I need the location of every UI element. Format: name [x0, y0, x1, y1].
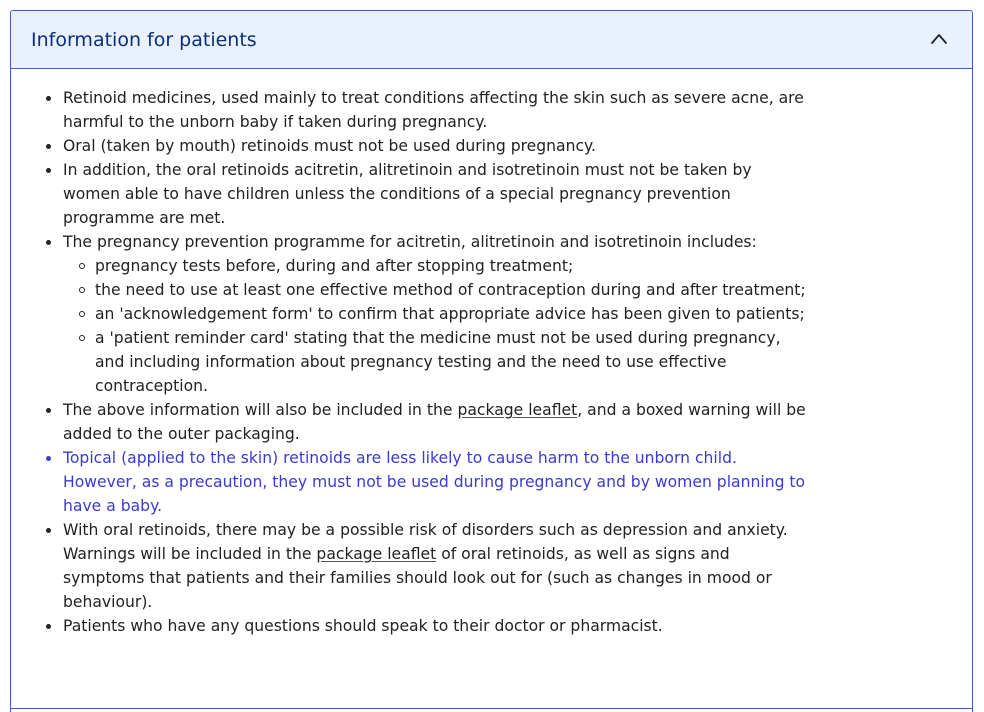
- list-item-highlighted: [46, 446, 811, 518]
- sublist-item-text: the need to use at least one effective method of contraception during and after treatment;: [95, 281, 806, 299]
- list-item: [46, 230, 811, 398]
- package-leaflet-link[interactable]: package leaflet: [457, 401, 578, 419]
- list-item-text-after: of oral retinoids, as well as signs and symptoms that patients and their families should look out for (such as changes in mood or behaviour).: [63, 545, 772, 611]
- list-item-text-after: , and a boxed warning will be added to the outer packaging.: [63, 401, 806, 443]
- sublist-item: [63, 254, 811, 278]
- patient-info-list: [46, 86, 811, 638]
- list-item-text: The pregnancy prevention programme for acitretin, alitretinoin and isotretinoin includes:: [63, 233, 757, 251]
- list-item-text: Topical (applied to the skin) retinoids are less likely to cause harm to the unborn child. However, as a precaution, they must not be used during pregnancy and by women planning to have a baby.: [63, 449, 806, 515]
- list-item: [46, 86, 811, 134]
- list-item-text: Retinoid medicines, used mainly to treat conditions affecting the skin such as severe acne, are harmful to the unborn baby if taken during pregnancy.: [63, 89, 804, 131]
- package-leaflet-link[interactable]: package leaflet: [316, 545, 437, 563]
- sublist-item-text: a 'patient reminder card' stating that the medicine must not be used during pregnancy, and including information about pregnancy testing and the need to use effective contraception.: [95, 329, 781, 395]
- sublist-item-text: pregnancy tests before, during and after stopping treatment;: [95, 257, 574, 275]
- list-item-text-before: With oral retinoids, there may be a possible risk of disorders such as depression and anxiety. Warnings will be included in the: [63, 521, 788, 563]
- accordion-header[interactable]: [11, 11, 972, 69]
- list-item-text: In addition, the oral retinoids acitretin, alitretinoin and isotretinoin must not be taken by women able to have children unless the conditions of a special pregnancy prevention programme are met.: [63, 161, 752, 227]
- list-item-text: Oral (taken by mouth) retinoids must not be used during pregnancy.: [63, 137, 597, 155]
- panel-title: Information for patients: [31, 29, 257, 51]
- section-divider: [11, 708, 972, 709]
- list-item: [46, 134, 811, 158]
- sublist-item-text: an 'acknowledgement form' to confirm that appropriate advice has been given to patients;: [95, 305, 805, 323]
- list-item-text-before: The above information will also be included in the: [63, 401, 458, 419]
- accordion-panel: [10, 10, 973, 712]
- list-item: [46, 518, 811, 614]
- list-item: [46, 158, 811, 230]
- list-item: [46, 614, 811, 638]
- sublist-item: [63, 302, 811, 326]
- chevron-up-icon[interactable]: [930, 32, 948, 46]
- sublist-item: [63, 326, 811, 398]
- list-item-text: Patients who have any questions should speak to their doctor or pharmacist.: [63, 617, 663, 635]
- sublist-item: [63, 278, 811, 302]
- list-item: [46, 398, 811, 446]
- prevention-programme-sublist: [63, 254, 811, 398]
